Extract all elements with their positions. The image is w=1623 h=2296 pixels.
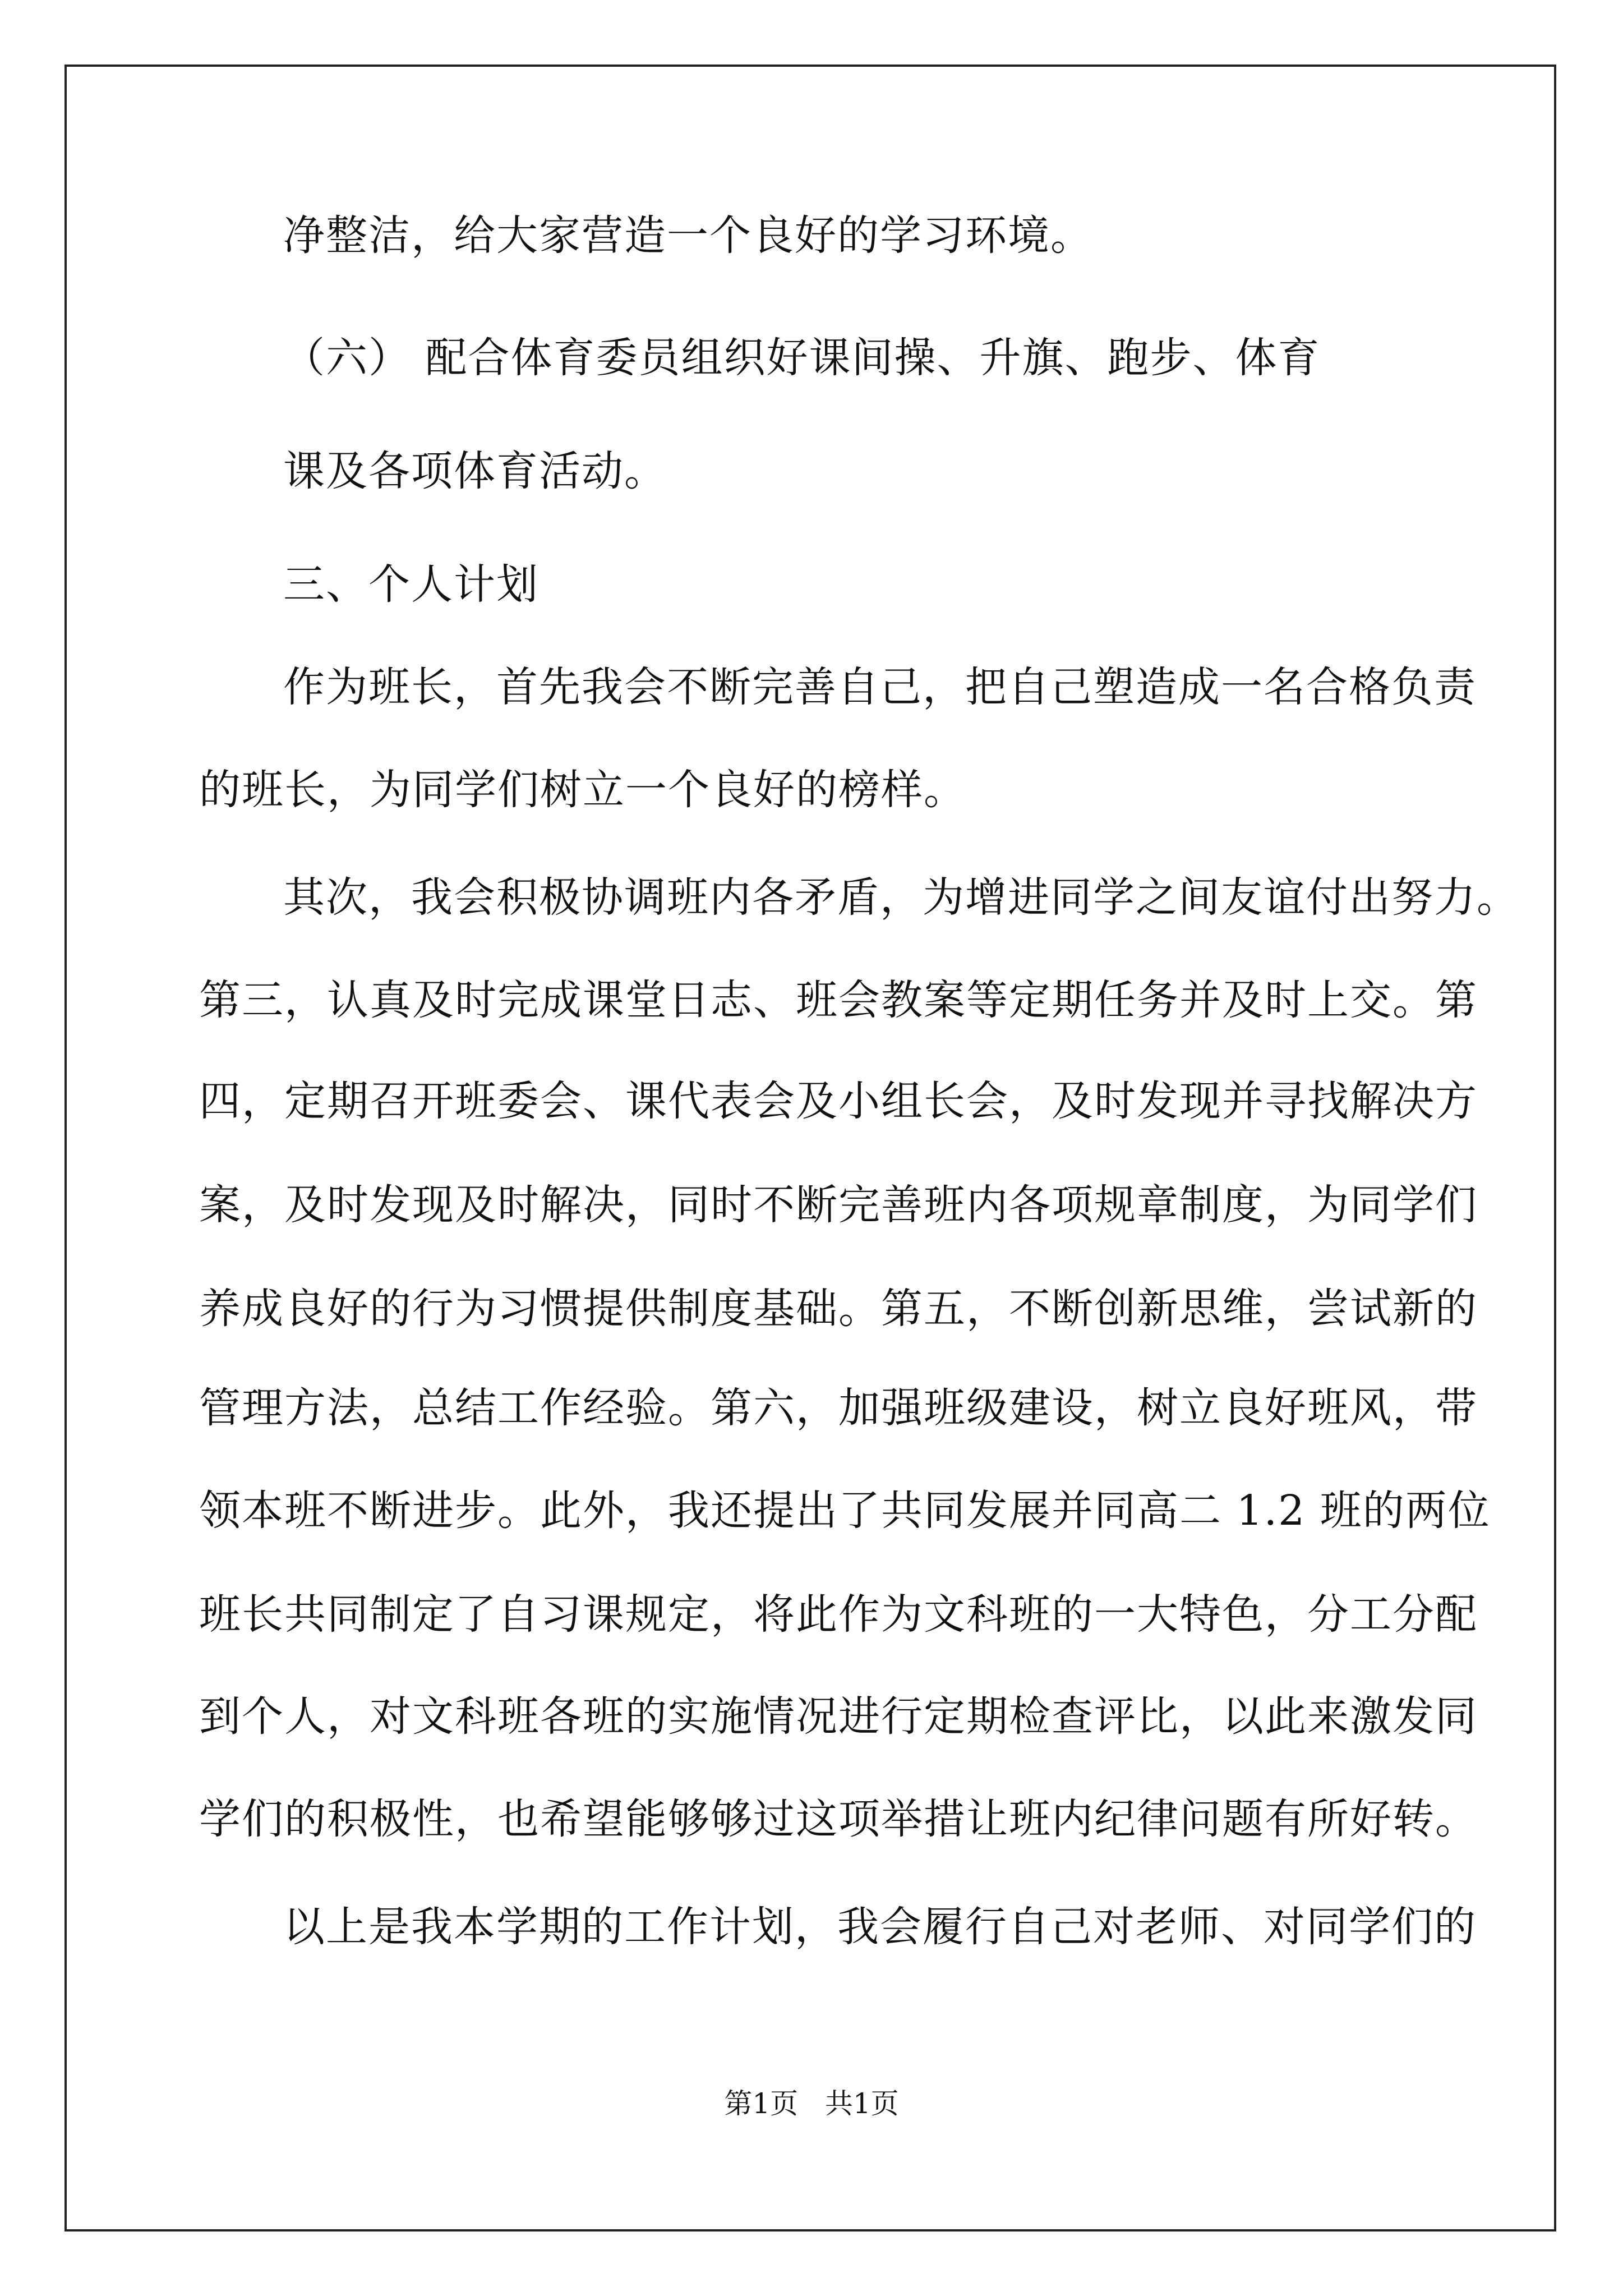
text-line-6: 的班长，为同学们树立一个良好的榜样。 [199,766,966,814]
text-line-3: 课及各项体育活动。 [283,447,667,495]
section-heading: 三、个人计划 [283,560,539,609]
text-line-15: 到个人，对文科班各班的实施情况进行定期检查评比，以此来激发同 [199,1692,1478,1741]
text-line-12: 管理方法，总结工作经验。第六，加强班级建设，树立良好班风，带 [199,1384,1478,1432]
text-line-10: 案，及时发现及时解决，同时不断完善班内各项规章制度，为同学们 [199,1181,1478,1229]
text-line-16: 学们的积极性，也希望能够够过这项举措让班内纪律问题有所好转。 [199,1795,1478,1843]
text-line-8: 第三，认真及时完成课堂日志、班会教案等定期任务并及时上交。第 [199,976,1478,1024]
page-footer: 第1页 共1页 [724,2087,899,2120]
text-line-9: 四，定期召开班委会、课代表会及小组长会，及时发现并寻找解决方 [199,1077,1478,1125]
text-line-17: 以上是我本学期的工作计划，我会履行自己对老师、对同学们的 [283,1903,1477,1951]
text-line-13: 领本班不断进步。此外，我还提出了共同发展并同高二 1.2 班的两位 [199,1487,1491,1535]
text-line-2: （六） 配合体育委员组织好课间操、升旗、跑步、体育 [283,334,1321,382]
text-line-11: 养成良好的行为习惯提供制度基础。第五，不断创新思维，尝试新的 [199,1285,1478,1333]
text-line-14: 班长共同制定了自习课规定，将此作为文科班的一大特色，分工分配 [199,1590,1478,1639]
text-line-7: 其次，我会积极协调班内各矛盾，为增进同学之间友谊付出努力。 [283,873,1519,922]
text-line-1: 净整洁，给大家营造一个良好的学习环境。 [283,211,1093,260]
text-line-5: 作为班长，首先我会不断完善自己，把自己塑造成一名合格负责 [283,663,1477,711]
